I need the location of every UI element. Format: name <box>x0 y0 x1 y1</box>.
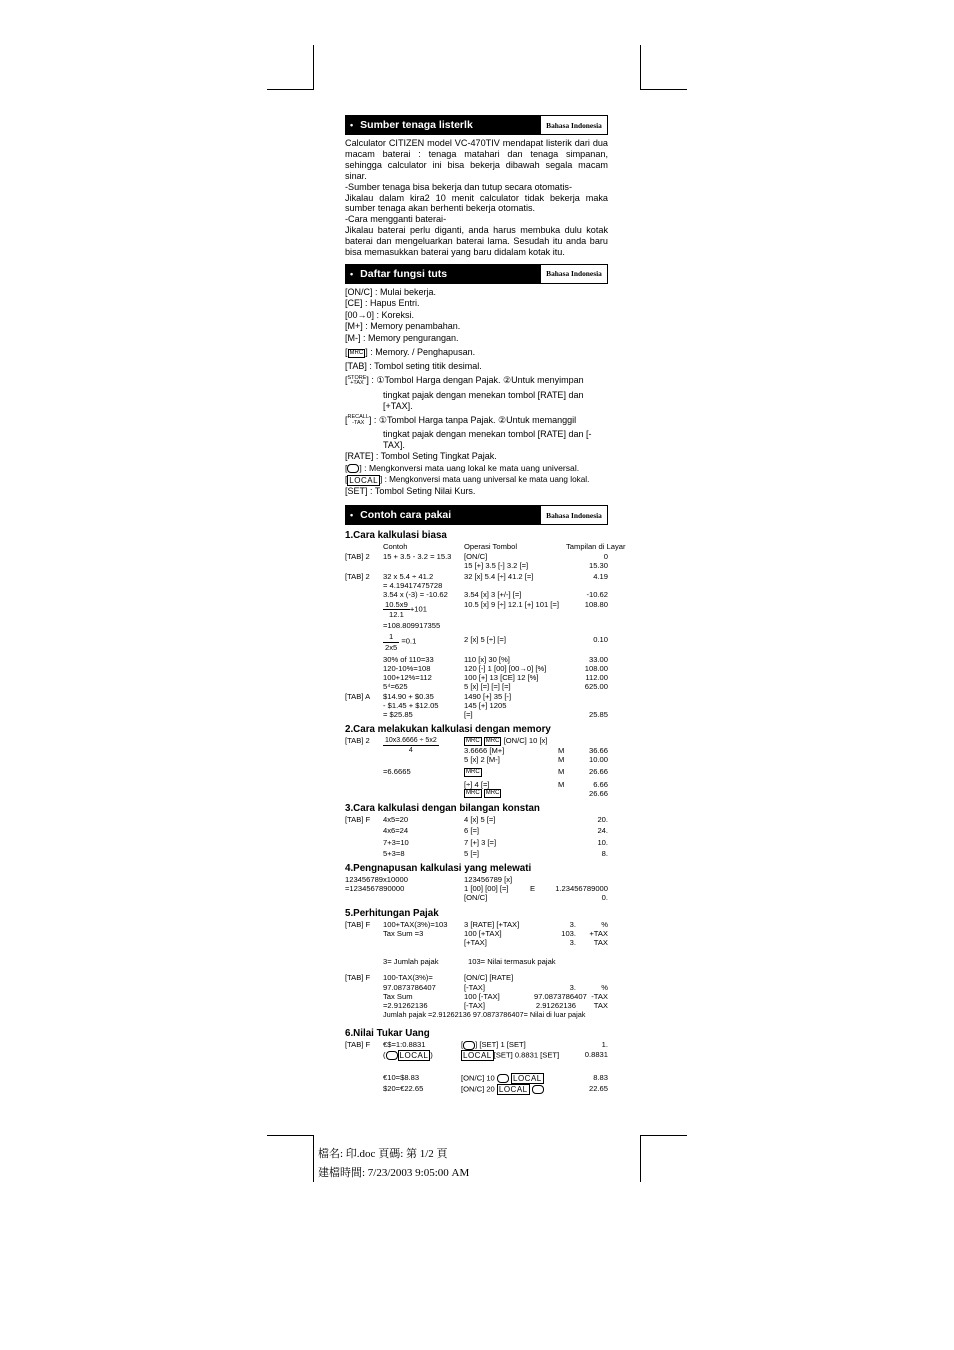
currency-coin-icon <box>532 1085 544 1094</box>
crop-mark <box>640 45 641 90</box>
footer-filename: 檔名: 印.doc 頁碼: 第 1/2 頁 <box>318 1148 448 1160</box>
table-row <box>345 1084 608 1095</box>
mrc-key-icon: MRC <box>349 349 364 356</box>
key-desc: ] : Mengkonversi mata uang universal ke mata uang lokal. <box>380 475 590 485</box>
currency-coin-icon <box>463 1041 475 1050</box>
section-title: Daftar fungsi tuts <box>360 267 448 280</box>
cell: 100 [+] 13 [CE] 12 [%] <box>464 673 539 683</box>
cell <box>345 992 383 1001</box>
cell: 100 [-TAX] <box>464 991 500 1001</box>
cell <box>530 875 544 884</box>
crop-mark <box>640 1135 641 1182</box>
cell: 20. <box>597 815 608 825</box>
cell: 97.0873786407 <box>383 982 436 992</box>
cell: 1. <box>601 1040 608 1050</box>
cell <box>576 966 608 982</box>
key-tab: [TAB] : Tombol seting titik desimal. <box>345 360 482 371</box>
table-row <box>345 1001 608 1010</box>
cell: 3.6666 [M+] <box>464 745 505 755</box>
table-row <box>345 590 608 599</box>
cell: 25.85 <box>588 709 608 719</box>
cell: 145 [+] 1205 <box>464 700 507 710</box>
cell <box>544 875 608 884</box>
cell: 112.00 <box>585 673 608 683</box>
table-row <box>345 947 608 966</box>
cell: ( LOCAL ) <box>383 1050 433 1060</box>
fraction <box>383 632 399 651</box>
cell: -10.62 <box>586 590 608 600</box>
denominator: 4 <box>408 747 413 755</box>
cell: 120 [-] 1 [00] [00→0] [%] <box>464 663 547 673</box>
cell: -TAX <box>591 991 608 1001</box>
table-header <box>345 542 608 551</box>
table-row <box>345 664 608 673</box>
cell <box>345 836 383 847</box>
key-desc: ] : Memory. / Penghapusan. <box>365 347 476 358</box>
table-row <box>345 1010 608 1019</box>
cell <box>464 581 566 590</box>
cell: [-TAX] <box>464 982 485 992</box>
currency-coin-icon <box>497 1074 509 1083</box>
table-row <box>345 929 608 938</box>
cell: E <box>530 884 536 894</box>
cell: [-TAX] <box>464 1001 485 1011</box>
crop-mark <box>313 45 314 90</box>
section-title-bar <box>346 265 541 283</box>
cell: 3. <box>569 938 576 948</box>
language-label: Bahasa Indonesia <box>541 506 607 524</box>
key-coin: [ ] : Mengkonversi mata uang lokal ke mata uang universal. <box>345 462 580 473</box>
table-row <box>345 824 608 835</box>
cell: [TAB] 2 <box>345 736 370 746</box>
cell <box>345 893 464 902</box>
overflow-table <box>345 875 608 903</box>
table-row <box>345 789 608 799</box>
manual-column <box>345 115 626 1095</box>
cell: 108.00 <box>584 663 608 673</box>
cell: [ON/C] <box>464 893 488 903</box>
cell: 100+12%=112 <box>383 673 432 683</box>
fraction-cell <box>383 600 464 619</box>
cell <box>345 682 383 691</box>
cell: €10=$8.83 <box>383 1072 420 1082</box>
section-title-bar <box>346 506 541 524</box>
power-auto-heading: -Sumber tenaga bisa bekerja dan tutup secara otomatis- <box>345 181 572 192</box>
cell <box>345 652 383 664</box>
local-key-icon: LOCAL <box>498 1084 528 1094</box>
table-row <box>345 692 608 701</box>
mrc-key-icon: MRC <box>466 768 480 775</box>
currency-coin-icon <box>386 1051 398 1060</box>
cell <box>345 929 383 938</box>
cell: 6 [=] <box>464 826 479 836</box>
cell: Jumlah pajak =2.91262136 97.0873786407= Nilai di luar pajak <box>383 1010 586 1020</box>
cell: - $1.45 + $12.05 <box>383 700 439 710</box>
cell: 1.23456789000 <box>555 884 608 894</box>
cell <box>345 938 383 947</box>
crop-mark <box>267 1135 314 1136</box>
cell: =1234567890000 <box>345 884 405 894</box>
table-row <box>345 764 608 777</box>
cell: 32 [x] 5.4 [÷] 41.2 [=] <box>464 572 534 582</box>
cell <box>345 561 383 570</box>
cell: 8.83 <box>593 1072 608 1082</box>
cell: % <box>601 982 608 992</box>
cell: M <box>558 779 565 789</box>
cell: 3.54 x (-3) = -10.62 <box>383 590 448 600</box>
cell: +TAX <box>589 928 608 938</box>
cell <box>345 673 383 682</box>
table-row <box>345 1061 608 1084</box>
key-mrc: [ MRC ] : Memory. / Penghapusan. <box>345 347 476 358</box>
cell: 0 <box>603 551 608 561</box>
cell: 100+TAX(3%)=103 <box>383 919 448 929</box>
currency-table <box>345 1040 608 1095</box>
bullet-icon: • <box>350 510 354 521</box>
cell: TAX <box>593 938 608 948</box>
cell <box>345 847 383 858</box>
cell <box>345 701 383 710</box>
fraction <box>383 736 439 755</box>
cell: % <box>601 919 608 929</box>
subsection-currency: 6.Nilai Tukar Uang <box>345 1028 430 1040</box>
cell: 1490 [+] 35 [-] <box>464 691 512 701</box>
cell: [+TAX] <box>464 938 487 948</box>
cell: 8. <box>601 848 608 858</box>
constant-calc-table <box>345 815 608 858</box>
key-correction: [00→0] : Koreksi. <box>345 309 415 320</box>
numerator: 1 <box>383 632 399 642</box>
cell: $20=€22.65 <box>383 1083 424 1093</box>
key-set: [SET] : Tombol Seting Nilai Kurs. <box>345 485 476 496</box>
cell: 120-10%=108 <box>383 663 431 673</box>
table-row <box>345 777 608 789</box>
cell: 5⁴=625 <box>383 682 408 692</box>
mrc-key-icon: MRC <box>466 737 480 744</box>
cell: 100 [+TAX] <box>464 928 502 938</box>
cell <box>461 1061 573 1084</box>
section-header-examples <box>345 505 608 525</box>
cell <box>345 664 383 673</box>
table-row <box>345 581 608 590</box>
cell: 0.10 <box>593 635 608 645</box>
table-row <box>345 875 608 884</box>
cell: M <box>558 745 565 755</box>
cell: [ ] [SET] 1 [SET] <box>461 1040 526 1050</box>
key-onc: [ON/C] : Mulai bekerja. <box>345 286 437 297</box>
key-op: [ON/C] 10 <box>461 1073 497 1083</box>
cell: 3. <box>569 919 576 929</box>
table-row <box>345 884 608 893</box>
local-key-icon: LOCAL <box>463 1050 492 1060</box>
mrc-key-icon: MRC <box>485 790 500 797</box>
crop-mark <box>640 89 687 90</box>
cell: 15.30 <box>588 560 608 570</box>
cell: 4x6=24 <box>383 826 409 836</box>
cell: $14.90 + $0.35 <box>383 691 434 701</box>
table-row <box>345 966 608 982</box>
table-row <box>345 1050 608 1061</box>
table-row <box>345 652 608 664</box>
cell <box>345 1001 383 1010</box>
cell: 5+3=8 <box>383 848 405 858</box>
cell: 4 [x] 5 [=] <box>464 815 496 825</box>
col-header: Tampilan di Layar <box>566 542 626 552</box>
power-auto-paragraph: Jikalau dalam kira2 10 menit calculator tidak bekerja maka sumber tenaga akan berhenti bekerja otomatis. <box>345 192 608 214</box>
subsection-tax: 5.Perhitungan Pajak <box>345 907 439 919</box>
table-row <box>345 847 608 858</box>
table-row <box>345 619 608 630</box>
battery-paragraph: Jikalau baterai perlu diganti, anda harus membuka dulu kotak baterai dan mengeluarkan baterai lama. Sesudah itu anda baru bisa memasukkan baterai yang baru didalam kotak itu. <box>345 225 608 258</box>
key-recall-cont: tingkat pajak dengan menekan tombol [RATE] dan [-TAX]. <box>383 429 592 451</box>
table-row <box>345 570 608 581</box>
cell: 7+3=10 <box>383 837 409 847</box>
table-row <box>345 992 608 1001</box>
cell: 0.8831 <box>584 1049 608 1059</box>
cell: TAX <box>593 1001 608 1011</box>
cell: 108.80 <box>584 599 608 609</box>
table-row <box>345 736 608 746</box>
language-label: Bahasa Indonesia <box>541 265 607 283</box>
col-header: Contoh <box>383 542 408 552</box>
cell: 3.54 [x] 3 [+/-] [=] <box>464 590 522 600</box>
table-row <box>345 552 608 561</box>
table-row <box>345 836 608 847</box>
section-header-power <box>345 115 608 135</box>
cell: 4x5=20 <box>383 815 409 825</box>
crop-mark <box>313 1135 314 1182</box>
cell: =108.809917355 <box>383 621 441 631</box>
table-row <box>345 701 608 710</box>
cell: 3= Jumlah pajak <box>383 957 439 967</box>
cell: 5 [=] <box>464 848 479 858</box>
cell: =6.6665 <box>383 767 411 777</box>
col-header: Operasi Tombol <box>464 542 518 552</box>
key-op: [ON/C] 10 [x] <box>501 736 548 746</box>
cell: [÷] 4 [=] <box>464 779 490 789</box>
cell <box>566 692 608 701</box>
bullet-icon: • <box>350 120 354 130</box>
cell <box>566 581 608 590</box>
table-row <box>345 673 608 682</box>
key-rate: [RATE] : Tombol Seting Tingkat Pajak. <box>345 451 497 462</box>
cell: 26.66 <box>588 788 608 798</box>
cell <box>464 789 558 799</box>
cell: [TAB] A <box>345 691 371 701</box>
table-row <box>345 893 608 902</box>
footer-created: 建檔時間: 7/23/2003 9:05:00 AM <box>318 1167 470 1179</box>
cell: [TAB] 2 <box>345 572 370 582</box>
cell: 33.00 <box>588 654 608 664</box>
fraction <box>383 600 410 619</box>
cell: 10.00 <box>588 754 608 764</box>
section-title: Sumber tenaga listerlk <box>360 119 473 131</box>
key-mplus: [M+] : Memory penambahan. <box>345 321 461 332</box>
key-local: [ LOCAL ] : Mengkonversi mata uang universal ke mata uang lokal. <box>345 475 590 485</box>
cell: 103. <box>561 928 576 938</box>
cell: 10. <box>597 837 608 847</box>
key-desc: ] : Mengkonversi mata uang lokal ke mata uang universal. <box>359 462 580 473</box>
section-title: Contoh cara pakai <box>360 509 452 522</box>
cell: 97.0873786407 <box>534 991 587 1001</box>
cell <box>534 966 576 982</box>
subsection-overflow: 4.Pengnapusan kalkulasi yang melewati <box>345 863 532 875</box>
cell: 625.00 <box>584 682 608 692</box>
key-desc: ] : ①Tombol Harga tanpa Pajak. ②Untuk memanggil <box>368 414 577 425</box>
cell <box>345 710 383 719</box>
memory-calc-table <box>345 736 608 798</box>
subsection-constant: 3.Cara kalkulasi dengan bilangan konstan <box>345 803 540 815</box>
crop-mark <box>640 1135 687 1136</box>
cell: €$=1:0.8831 <box>383 1040 426 1050</box>
cell <box>566 701 608 710</box>
denominator: 12.1 <box>389 609 404 619</box>
numerator: 10.5x9 <box>385 599 408 609</box>
cell: 36.66 <box>588 745 608 755</box>
cell: 32 x 5.4 ÷ 41.2 <box>383 572 434 582</box>
language-label: Bahasa Indonesia <box>541 116 607 134</box>
battery-heading: -Cara mengganti baterai- <box>345 214 447 225</box>
cell <box>383 938 464 947</box>
cell: [TAB] 2 <box>345 551 370 561</box>
cell <box>345 590 383 599</box>
fraction-cell <box>383 736 464 764</box>
cell: 5 [x] [=] [=] [=] <box>464 682 511 692</box>
table-row <box>345 561 608 570</box>
cell: 123456789x10000 <box>345 875 408 885</box>
cell: M <box>558 754 565 764</box>
table-row <box>345 1040 608 1050</box>
table-row <box>345 815 608 824</box>
cell: 103= Nilai termasuk pajak <box>468 957 556 967</box>
expr-tail: =0.1 <box>401 637 417 646</box>
table-row <box>345 920 608 929</box>
table-row <box>345 600 608 619</box>
cell: Tax Sum <box>383 991 413 1001</box>
table-row <box>345 983 608 992</box>
recall-tax-key-icon <box>348 415 369 426</box>
key-op: [ON/C] 20 <box>461 1084 497 1094</box>
subsection-basic: 1.Cara kalkulasi biasa <box>345 530 447 542</box>
cell: 3. <box>569 982 576 992</box>
table-row <box>345 938 608 947</box>
cell: 4.19 <box>593 572 608 582</box>
cell: 15 [+] 3.5 [-] 3.2 [=] <box>464 560 529 570</box>
cell <box>464 764 558 777</box>
local-key-icon: LOCAL <box>513 1073 542 1083</box>
cell: 24. <box>597 826 608 836</box>
cell: 123456789 [x] <box>464 875 513 885</box>
cell: = $25.85 <box>383 709 413 719</box>
cell: 10.5 [x] 9 [÷] 12.1 [+] 101 [=] <box>464 599 559 609</box>
cell: 7 [+] 3 [=] <box>464 837 497 847</box>
cell <box>461 1084 573 1095</box>
cell <box>345 824 383 835</box>
cell: Tax Sum =3 <box>383 928 424 938</box>
denominator: 2x5 <box>385 642 398 652</box>
cell: =2.91262136 <box>383 1001 428 1011</box>
cell: M <box>558 767 565 777</box>
key-top: STORE <box>347 374 367 381</box>
key-recall: [RECALL -TAX ] : ①Tombol Harga tanpa Pajak. ②Untuk memanggil <box>345 414 577 426</box>
local-key-icon: LOCAL <box>399 1050 429 1060</box>
cell: [TAB] F <box>345 973 371 983</box>
cell <box>461 1050 573 1061</box>
subsection-memory: 2.Cara melakukan kalkulasi dengan memory <box>345 724 551 736</box>
cell <box>530 893 544 902</box>
currency-coin-icon <box>347 464 359 473</box>
mrc-key-icon: MRC <box>466 790 480 797</box>
key-top: RECALL <box>347 414 369 421</box>
cell: 5 [x] 2 [M-] <box>464 754 500 764</box>
cell: 1 [00] [00] [=] <box>464 884 509 894</box>
cell <box>464 736 558 746</box>
cell <box>345 983 383 992</box>
key-op: [SET] 1 [SET] <box>477 1040 526 1050</box>
key-bottom: +TAX <box>350 380 364 387</box>
cell: 22.65 <box>588 1083 608 1093</box>
local-key-icon: LOCAL <box>349 475 379 485</box>
table-row <box>345 682 608 691</box>
cell: [ON/C] [RATE] <box>464 973 514 983</box>
key-desc: ] : ①Tombol Harga dengan Pajak. ②Untuk menyimpan <box>366 375 584 386</box>
section-title-bar <box>346 116 541 134</box>
cell: [TAB] F <box>345 1040 371 1050</box>
key-op: [SET] 0.8831 [SET] <box>493 1050 560 1060</box>
fraction-cell <box>383 630 464 651</box>
expr-tail: +101 <box>409 604 427 614</box>
key-mminus: [M-] : Memory pengurangan. <box>345 332 459 343</box>
crop-mark <box>267 89 314 90</box>
cell: = 4.19417475728 <box>383 581 443 591</box>
key-bottom: -TAX <box>352 419 365 426</box>
cell <box>383 561 464 570</box>
cell: 30% of 110=33 <box>383 654 434 664</box>
numerator: 10x3.6666 ÷ 5x2 <box>383 736 439 746</box>
cell: 3 [RATE] [+TAX] <box>464 919 520 929</box>
cell: [ON/C] <box>464 551 488 561</box>
table-row <box>345 710 608 719</box>
table-row <box>345 630 608 651</box>
cell: 6.66 <box>593 779 608 789</box>
power-paragraph: Calculator CITIZEN model VC-470TIV mendapat listerik dari dua macam baterai : tenaga matahari dan tenaga simpanan, sehingga calculator ini bisa bekerja dibawah segala macam sinar. <box>345 138 608 181</box>
cell: 110 [x] 30 [%] <box>464 654 510 664</box>
cell <box>345 581 383 590</box>
section-header-keys <box>345 264 608 284</box>
mrc-key-icon: MRC <box>485 737 500 744</box>
store-tax-key-icon <box>348 376 367 387</box>
key-store-cont: tingkat pajak dengan menekan tombol [RATE] dan [+TAX]. <box>383 389 584 411</box>
cell: 2.91262136 <box>535 1001 576 1011</box>
key-ce: [CE] : Hapus Entri. <box>345 298 420 309</box>
cell: 26.66 <box>588 767 608 777</box>
key-store: [STORE +TAX ] : ①Tombol Harga dengan Pajak. ②Untuk menyimpan <box>345 374 584 387</box>
cell: [TAB] F <box>345 815 371 825</box>
cell: [TAB] F <box>345 919 371 929</box>
cell: 100-TAX(3%)= <box>383 973 433 983</box>
cell: 15 + 3.5 - 3.2 = 15.3 <box>383 551 452 561</box>
cell: [=] <box>464 709 473 719</box>
bullet-icon: • <box>350 268 354 279</box>
cell: 2 [x] 5 [÷] [=] <box>464 635 506 645</box>
cell: 0. <box>601 893 608 903</box>
tax-table <box>345 920 608 1020</box>
basic-calc-table <box>345 542 626 719</box>
